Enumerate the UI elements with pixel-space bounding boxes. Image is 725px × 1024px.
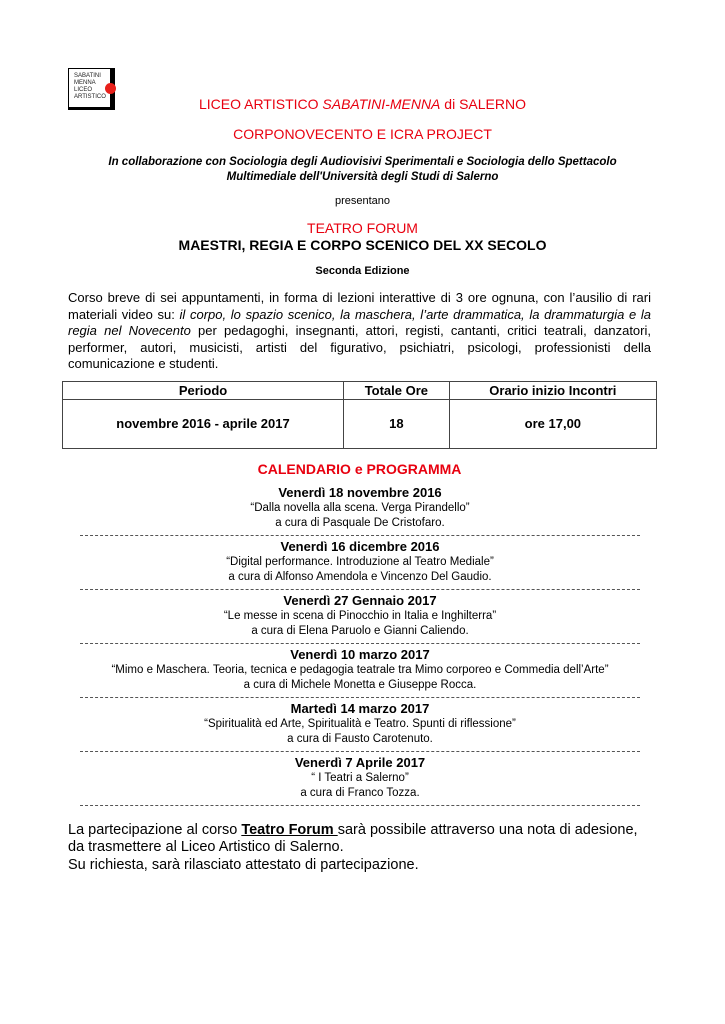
event-topic: “Digital performance. Introduzione al Teatro Mediale” — [226, 555, 494, 568]
event-speakers: a cura di Elena Paruolo e Gianni Caliendo. — [251, 624, 469, 637]
event-topic: “Dalla novella alla scena. Verga Pirandello” — [250, 501, 470, 514]
event-speakers: a cura di Pasquale De Cristofaro. — [275, 516, 445, 529]
event-date: Venerdì 18 novembre 2016 — [278, 484, 442, 500]
calendar-event — [80, 592, 640, 644]
event-topic: “Spiritualità ed Arte, Spiritualità e Teatro. Spunti di riflessione” — [204, 717, 516, 730]
event-date: Venerdì 27 Gennaio 2017 — [283, 592, 437, 608]
cell-orario: ore 17,00 — [449, 399, 656, 448]
project-title: CORPONOVECENTO E ICRA PROJECT — [233, 126, 492, 142]
presentano-text: presentano — [334, 195, 391, 207]
event-topic: “Mimo e Maschera. Teoria, tecnica e pedagogia teatrale tra Mimo corporeo e Commedia dell’Arte” — [111, 663, 609, 676]
teatro-forum-link: Teatro Forum — [241, 821, 338, 838]
event-date: Martedì 14 marzo 2017 — [290, 700, 430, 716]
course-info-table — [62, 381, 657, 449]
event-topic: “Le messe in scena di Pinocchio in Italia e Inghilterra” — [223, 609, 497, 622]
event-speakers: a cura di Franco Tozza. — [300, 786, 420, 799]
school-title: LICEO ARTISTICO SABATINI-MENNA di SALERNO — [198, 96, 526, 112]
event-subtitle: MAESTRI, REGIA E CORPO SCENICO DEL XX SECOLO — [178, 237, 547, 253]
event-date: Venerdì 16 dicembre 2016 — [280, 538, 440, 554]
calendar-event — [80, 700, 640, 752]
event-date: Venerdì 7 Aprile 2017 — [294, 754, 426, 770]
event-speakers: a cura di Alfonso Amendola e Vincenzo Del Gaudio. — [228, 570, 492, 583]
collaboration-text: In collaborazione con Sociologia degli Audiovisivi Sperimentali e Sociologia dello Spettacolo Multimediale dell'Università degli Studi di Salerno — [108, 156, 617, 183]
header-orario: Orario inizio Incontri — [449, 381, 656, 399]
event-speakers: a cura di Fausto Carotenuto. — [287, 732, 433, 745]
event-topic: “ I Teatri a Salerno” — [311, 771, 409, 784]
closing-paragraph: La partecipazione al corso Teatro Forum sarà possibile attraverso una nota di adesione, da trasmettere al Liceo Artistico di Salerno. Su richiesta, sarà rilasciato attestato di partecipazione. — [68, 821, 638, 873]
event-speakers: a cura di Michele Monetta e Giuseppe Rocca. — [243, 678, 477, 691]
calendar-event — [80, 538, 640, 590]
main-content — [62, 290, 657, 874]
calendar-event — [80, 646, 640, 698]
intro-paragraph: Corso breve di sei appuntamenti, in forma di lezioni interattive di 3 ore ognuna, con l’ausilio di rari materiali video su: il corpo, lo spazio scenico, la maschera, l’arte drammatica, la drammaturgia e la regia nel Novecento per pedagoghi, insegnanti, attori, registi, cantanti, critici teatrali, danzatori, performer, autori, musicisti, artisti del figurativo, psichiatri, psicologi, professionisti della comunicazione e studenti. — [68, 290, 651, 371]
event-title: TEATRO FORUM — [307, 220, 418, 236]
calendar-events — [80, 484, 640, 806]
logo-text: SABATINI MENNA LICEO ARTISTICO — [74, 73, 106, 100]
cell-periodo: novembre 2016 - aprile 2017 — [63, 399, 344, 448]
calendar-event — [80, 754, 640, 806]
calendar-title: CALENDARIO e PROGRAMMA — [257, 460, 462, 477]
edition-label: Seconda Edizione — [315, 265, 410, 277]
calendar-event — [80, 484, 640, 536]
logo-red-dot — [105, 83, 116, 94]
event-date: Venerdì 10 marzo 2017 — [290, 646, 430, 662]
cell-totale-ore: 18 — [344, 399, 450, 448]
header-periodo: Periodo — [63, 381, 344, 399]
header-totale-ore: Totale Ore — [344, 381, 450, 399]
